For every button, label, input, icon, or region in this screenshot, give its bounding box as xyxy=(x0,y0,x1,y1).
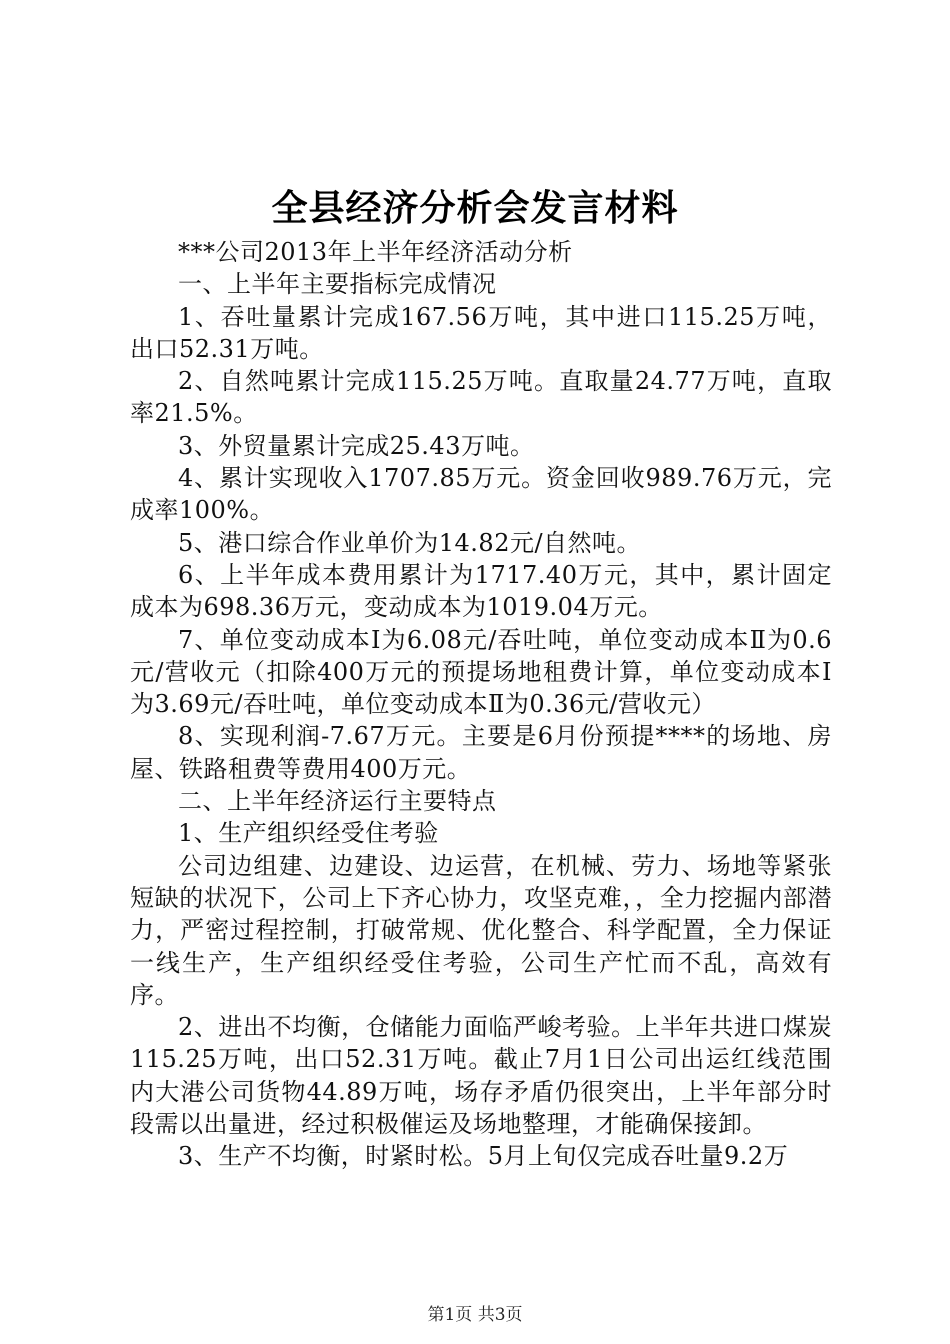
page-footer: 第1页 共3页 xyxy=(427,1305,523,1325)
paragraph-item-5: 5、港口综合作业单价为14.82元/自然吨。 xyxy=(178,528,642,557)
paragraph-item-4: 4、累计实现收入1707.85万元。资金回收989.76万元，完成率100%。 xyxy=(130,464,832,525)
paragraph-item-6: 6、上半年成本费用累计为1717.40万元，其中，累计固定成本为698.36万元，变动成本为1019.04万元。 xyxy=(130,560,832,622)
subheading-1: 1、生产组织经受住考验 xyxy=(178,819,439,848)
paragraph-body-3: 3、生产不均衡，时紧时松。5月上旬仅完成吞吐量9.2万 xyxy=(178,1142,789,1171)
section-heading-2: 二、上半年经济运行主要特点 xyxy=(178,787,497,816)
paragraph-item-7: 7、单位变动成本Ⅰ为6.08元/吞吐吨，单位变动成本Ⅱ为0.6元/营收元（扣除400万元的预提场地租费计算，单位变动成本Ⅰ为3.69元/吞吐吨，单位变动成本Ⅱ为0.36元/营收元） xyxy=(130,625,832,719)
document-title: 全县经济分析会发言材料 xyxy=(271,187,679,229)
section-heading-1: 一、上半年主要指标完成情况 xyxy=(178,270,497,299)
document-body xyxy=(130,236,832,1173)
paragraph-item-2: 2、自然吨累计完成115.25万吨。直取量24.77万吨，直取率21.5%。 xyxy=(130,367,832,428)
paragraph-item-8: 8、实现利润-7.67万元。主要是6月份预提****的场地、房屋、铁路租费等费用400万元。 xyxy=(130,722,832,783)
paragraph-item-3: 3、外贸量累计完成25.43万吨。 xyxy=(178,431,535,460)
paragraph-body-1: 公司边组建、边建设、边运营，在机械、劳力、场地等紧张短缺的状况下，公司上下齐心协力，攻坚克难，，全力挖掘内部潜力，严密过程控制，打破常规、优化整合、科学配置，全力保证一线生产，生产组织经受住考验，公司生产忙而不乱，高效有序。 xyxy=(130,851,832,1009)
paragraph-subtitle: ***公司2013年上半年经济活动分析 xyxy=(178,238,573,266)
paragraph-item-1: 1、吞吐量累计完成167.56万吨，其中进口115.25万吨，出口52.31万吨。 xyxy=(130,302,832,363)
paragraph-body-2: 2、进出不均衡，仓储能力面临严峻考验。上半年共进口煤炭115.25万吨，出口52.31万吨。截止7月1日公司出运红线范围内大港公司货物44.89万吨，场存矛盾仍很突出，上半年部分时段需以出量进，经过积极催运及场地整理，才能确保接卸。 xyxy=(130,1013,832,1139)
